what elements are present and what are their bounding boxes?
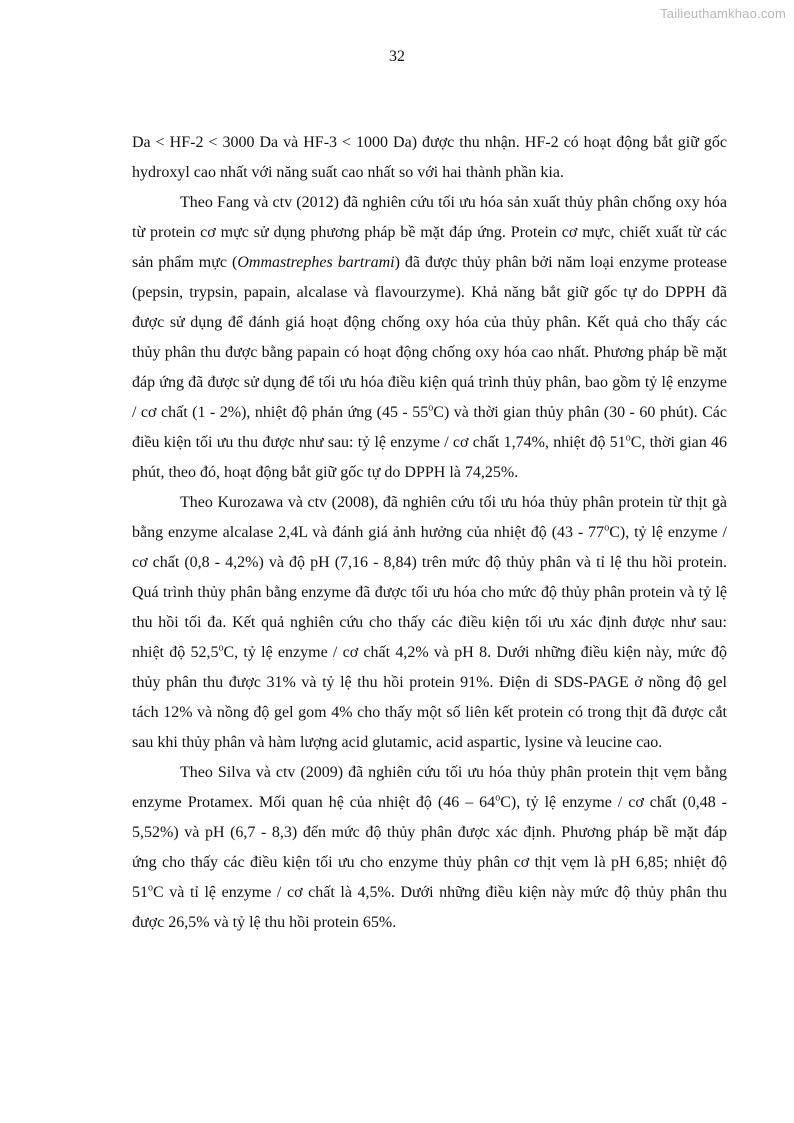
text-segment: Theo Silva và ctv (2009) đã nghiên cứu tối ưu hóa thủy phân protein thịt vẹm bằng enzyme Protamex. Mối quan hệ của nhiệt độ (46 – 64	[132, 764, 727, 811]
paragraph-kurozawa	[132, 488, 727, 758]
degree-superscript: o	[428, 402, 434, 414]
degree-superscript: o	[495, 792, 501, 804]
text-segment: ) đã được thủy phân bởi năm loại enzyme protease (pepsin, trypsin, papain, alcalase và flavourzyme). Khả năng bắt giữ gốc tự do DPPH đã được sử dụng để đánh giá hoạt động chống oxy hóa của thủy phân. Kết quả cho thấy các thủy phân thu được bằng papain có hoạt động chống oxy hóa cao nhất. Phương pháp bề mặt đáp ứng đã được sử dụng để tối ưu hóa điều kiện quá trình thủy phân, bao gồm tỷ lệ enzyme / cơ chất (1 - 2%), nhiệt độ phản ứng (45 - 55	[132, 254, 728, 421]
watermark: Tailieuthamkhao.com	[660, 6, 786, 21]
degree-superscript: o	[148, 882, 153, 894]
text-segment: C và tỉ lệ enzyme / cơ chất là 4,5%. Dưới những điều kiện này mức độ thủy phân thu được 26,5% và tỷ lệ thu hồi protein 65%.	[132, 884, 727, 931]
text-segment: C, tỷ lệ enzyme / cơ chất 4,2% và pH 8. Dưới những điều kiện này, mức độ thủy phân thu được 31% và tỷ lệ thu hồi protein 91%. Điện di SDS-PAGE ở nồng độ gel tách 12% và nồng độ gel gom 4% cho thấy một số liên kết protein có trong thịt đã được cắt sau khi thủy phân và hàm lượng acid glutamic, acid aspartic, lysine và leucine cao.	[132, 644, 727, 751]
text-segment: C), tỷ lệ enzyme / cơ chất (0,48 - 5,52%) và pH (6,7 - 8,3) đến mức độ thủy phân được xác định. Phương pháp bề mặt đáp ứng cho thấy các điều kiện tối ưu cho enzyme thủy phân cơ thịt vẹm là pH 6,85; nhiệt độ 51	[132, 794, 728, 901]
text-segment: Theo Fang và ctv (2012) đã nghiên cứu tối ưu hóa sản xuất thủy phân chống oxy hóa từ protein cơ mực sử dụng phương pháp bề mặt đáp ứng. Protein cơ mực, chiết xuất từ các sản phẩm mực (	[132, 194, 727, 271]
degree-superscript: o	[604, 522, 610, 534]
page-number: 32	[389, 48, 405, 65]
text-segment: C), tỷ lệ enzyme / cơ chất (0,8 - 4,2%) và độ pH (7,16 - 8,84) trên mức độ thủy phân và tỉ lệ thu hồi protein. Quá trình thủy phân bằng enzyme đã được tối ưu hóa cho mức độ thủy phân protein và tỷ lệ thu hồi tối đa. Kết quả nghiên cứu cho thấy các điều kiện tối ưu xác định được như sau: nhiệt độ 52,5	[132, 524, 727, 661]
paragraph-continued	[132, 128, 727, 188]
degree-superscript: o	[218, 642, 224, 654]
text-segment: C) và thời gian thủy phân (30 - 60 phút). Các điều kiện tối ưu thu được như sau: tỷ lệ enzyme / cơ chất 1,74%, nhiệt độ 51	[132, 404, 728, 451]
text-segment: Theo Kurozawa và ctv (2008), đã nghiên cứu tối ưu hóa thủy phân protein từ thịt gà bằng enzyme alcalase 2,4L và đánh giá ảnh hưởng của nhiệt độ (43 - 77	[132, 494, 727, 541]
paragraph-fang	[132, 188, 727, 488]
document-body	[132, 128, 727, 938]
species-name: Ommastrephes bartrami	[237, 254, 395, 271]
degree-superscript: o	[625, 432, 631, 444]
text-segment: C, thời gian 46 phút, theo đó, hoạt động bắt giữ gốc tự do DPPH là 74,25%.	[132, 434, 727, 481]
text-segment: Da < HF-2 < 3000 Da và HF-3 < 1000 Da) được thu nhận. HF-2 có hoạt động bắt giữ gốc hydroxyl cao nhất với năng suất cao nhất so với hai thành phần kia.	[132, 134, 727, 181]
paragraph-silva	[132, 758, 727, 938]
